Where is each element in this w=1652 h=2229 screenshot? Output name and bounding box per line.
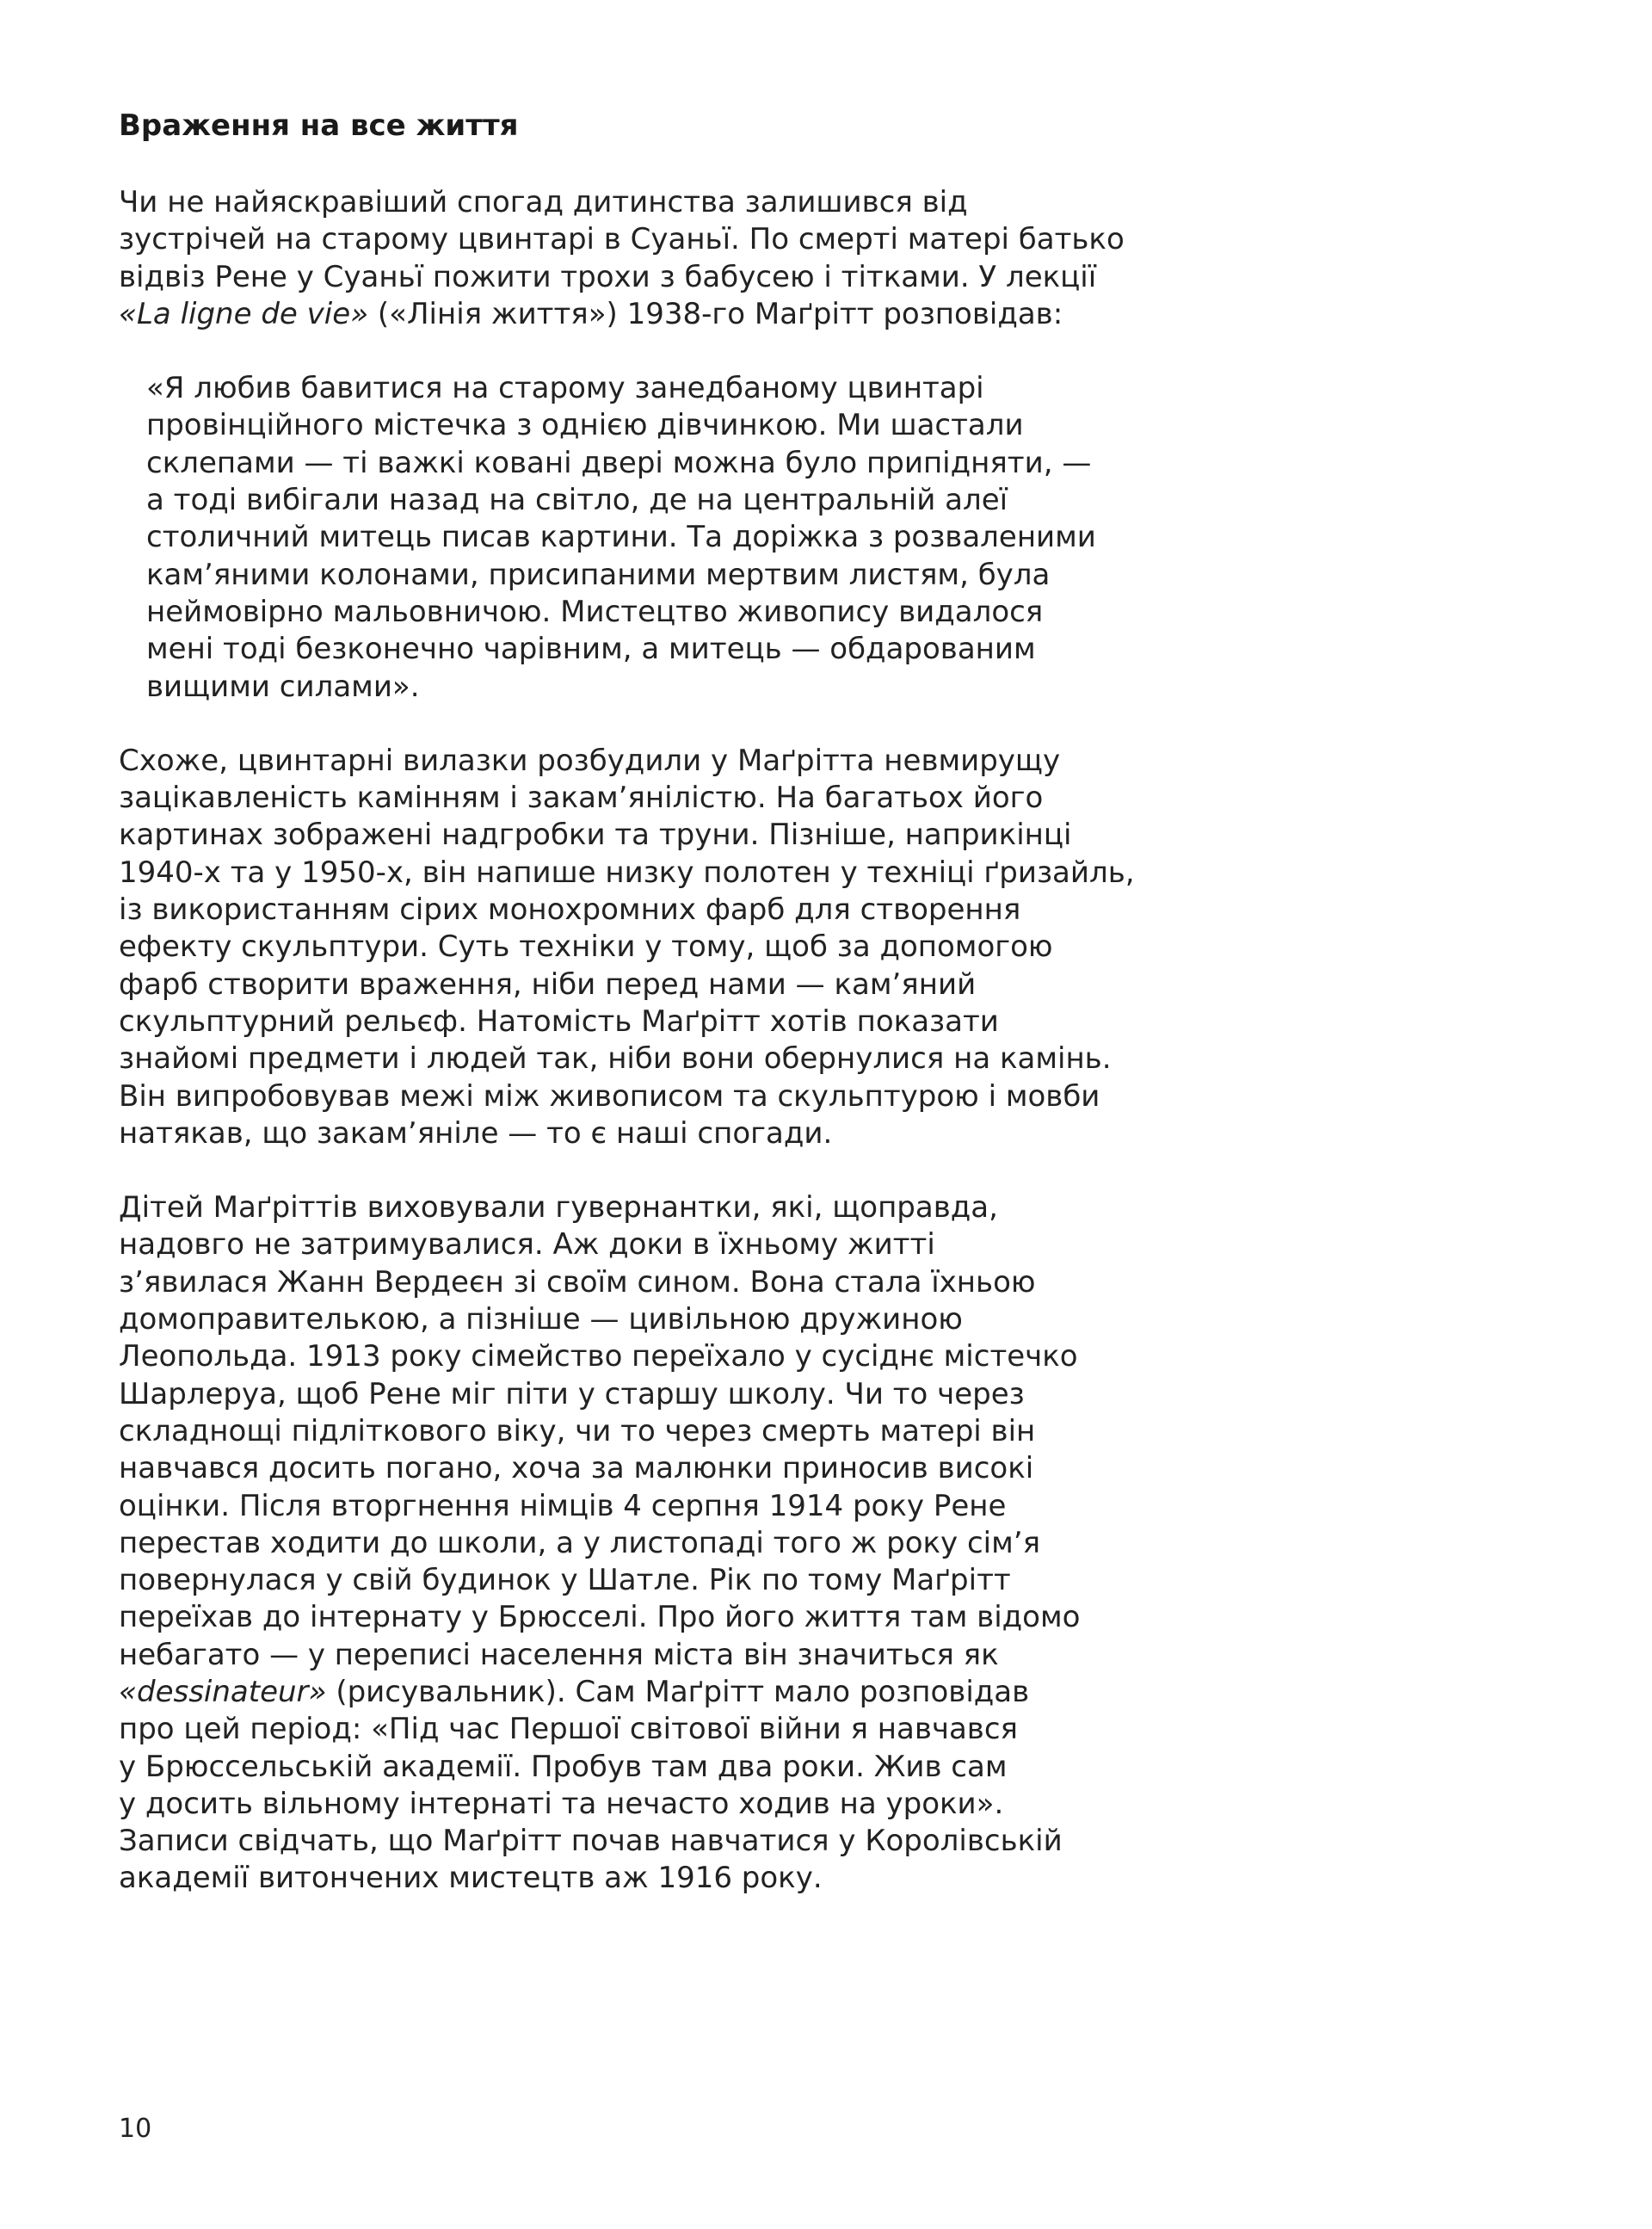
page-content xyxy=(119,108,1186,1935)
text-line: зацікавленість камінням і закам’янілістю. На багатьох його xyxy=(119,781,1044,816)
text-line: зустрічей на старому цвинтарі в Суаньї. По смерті матері батько xyxy=(119,222,1125,257)
text-line: домоправителькою, а пізніше — цивільною дружиною xyxy=(119,1302,963,1337)
text-line: натякав, що закам’яніле — то є наші спогади. xyxy=(119,1115,833,1151)
text-line: навчався досить погано, хоча за малюнки приносив високі xyxy=(119,1451,1034,1486)
quote-line: кам’яними колонами, присипаними мертвим листям, була xyxy=(146,557,1051,592)
page-number: 10 xyxy=(119,2114,152,2144)
quote-line: неймовірно мальовничою. Мистецтво живопису видалося xyxy=(146,594,1044,629)
quote-line: провінційного містечка з однією дівчинкою. Ми шастали xyxy=(146,408,1024,443)
text-line: Чи не найяскравіший спогад дитинства залишився від xyxy=(119,185,968,219)
quote-line: вищими силами». xyxy=(146,669,420,704)
text-line: перестав ходити до школи, а у листопаді того ж року сім’я xyxy=(119,1525,1041,1560)
text-line: про цей період: «Під час Першої світової війни я навчався xyxy=(119,1712,1018,1747)
text-line: оцінки. Після вторгнення німців 4 серпня 1914 року Рене xyxy=(119,1488,1007,1523)
text-line: Він випробовував межі між живописом та скульптурою і мовби xyxy=(119,1078,1100,1114)
text-line: скульптурний рельєф. Натомість Маґрітт хотів показати xyxy=(119,1003,999,1039)
quote-line: мені тоді безконечно чарівним, а митець — обдарованим xyxy=(146,632,1036,667)
text-line xyxy=(119,1674,1186,1711)
text-line: знайомі предмети і людей так, ніби вони обернулися на камінь. xyxy=(119,1041,1112,1077)
text-line: 1940-х та у 1950-х, він напише низку полотен у техніці ґризайль, xyxy=(119,855,1135,890)
paragraph-2 xyxy=(119,743,1186,1152)
text-line: складнощі підліткового віку, чи то через смерть матері він xyxy=(119,1413,1036,1448)
text-line: із використанням сірих монохромних фарб для створення xyxy=(119,892,1021,928)
text-line: переїхав до інтернату у Брюсселі. Про його життя там відомо xyxy=(119,1600,1081,1635)
section-heading: Враження на все життя xyxy=(119,108,519,143)
text-line: академії витончених мистецтв аж 1916 року. xyxy=(119,1861,823,1896)
text-line: повернулася у свій будинок у Шатле. Рік по тому Маґрітт xyxy=(119,1563,1011,1598)
text-line: у досить вільному інтернаті та нечасто ходив на уроки». xyxy=(119,1786,1004,1821)
text-fragment: («Лінія життя») 1938-го Маґрітт розповідав: xyxy=(368,296,1063,331)
text-line: з’явилася Жанн Вердеєн зі своїм сином. Вона стала їхньою xyxy=(119,1264,1036,1300)
paragraph-1 xyxy=(119,184,1186,333)
text-line: Дітей Маґріттів виховували гувернантки, які, щоправда, xyxy=(119,1190,998,1226)
text-line: у Брюссельській академії. Пробув там два роки. Жив сам xyxy=(119,1749,1008,1784)
text-line: Записи свідчать, що Маґрітт почав навчатися у Королівській xyxy=(119,1824,1063,1859)
text-line xyxy=(119,296,1186,333)
block-quote xyxy=(146,370,1186,706)
quote-line: «Я любив бавитися на старому занедбаному цвинтарі xyxy=(146,371,984,406)
text-line: Шарлеруа, щоб Рене міг піти у старшу школу. Чи то через xyxy=(119,1376,1025,1411)
quote-line: столичний митець писав картини. Та доріжка з розваленими xyxy=(146,520,1096,555)
text-line: фарб створити враження, ніби перед нами — кам’яний xyxy=(119,966,977,1002)
quote-line: склепами — ті важкі ковані двері можна було припідняти, — xyxy=(146,445,1092,480)
text-line: Схоже, цвинтарні вилазки розбудили у Маґрітта невмирущу xyxy=(119,743,1061,778)
text-line: небагато — у переписі населення міста він значиться як xyxy=(119,1637,999,1672)
italic-term: «dessinateur» xyxy=(119,1674,327,1709)
text-fragment: (рисувальник). Сам Маґрітт мало розповідав xyxy=(326,1674,1030,1709)
text-line: Леопольда. 1913 року сімейство переїхало у сусіднє містечко xyxy=(119,1339,1078,1374)
quote-line: а тоді вибігали назад на світло, де на центральній алеї xyxy=(146,483,1008,518)
text-line: надовго не затримувалися. Аж доки в їхньому житті xyxy=(119,1227,935,1263)
paragraph-3 xyxy=(119,1189,1186,1898)
italic-title: «La ligne de vie» xyxy=(119,296,369,331)
text-line: ефекту скульптури. Суть техніки у тому, щоб за допомогою xyxy=(119,929,1053,965)
text-line: картинах зображені надгробки та труни. Пізніше, наприкінці xyxy=(119,818,1072,853)
text-line: відвіз Рене у Суаньї пожити трохи з бабусею і тітками. У лекції xyxy=(119,259,1097,294)
